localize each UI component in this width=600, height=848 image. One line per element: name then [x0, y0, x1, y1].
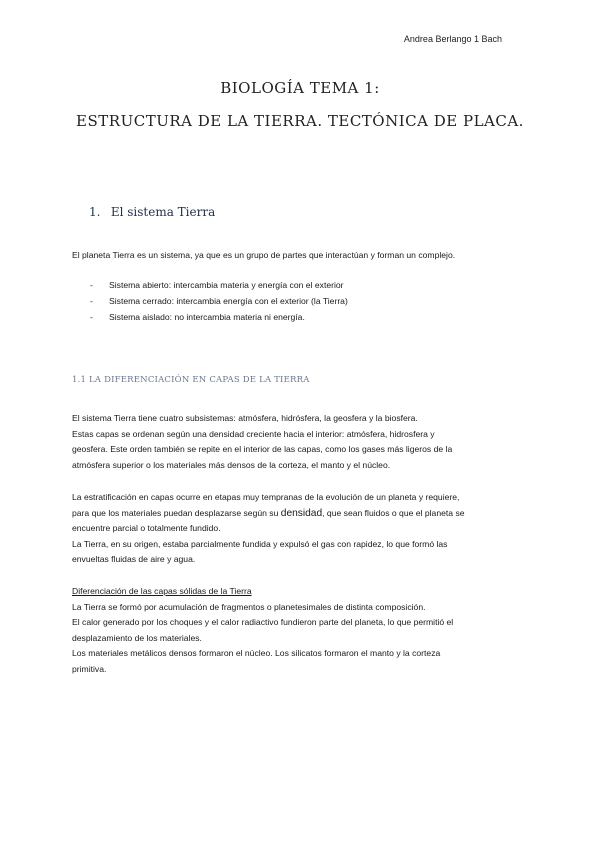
paragraph-line: El sistema Tierra tiene cuatro subsistemas: atmósfera, hidrósfera, la geosfera y la biosfera. [72, 413, 418, 423]
intro-paragraph: El planeta Tierra es un sistema, ya que es un grupo de partes que interactúan y forman un complejo. [72, 250, 456, 260]
subsection-heading: 1.1 LA DIFERENCIACIÓN EN CAPAS DE LA TIERRA [72, 375, 310, 385]
text-run: para que los materiales puedan desplazarse según su [72, 507, 281, 518]
paragraph-line: desplazamiento de los materiales. [72, 632, 202, 643]
list-bullet: - [90, 312, 93, 322]
document-title-line1: BIOLOGÍA TEMA 1: [220, 79, 380, 97]
paragraph-line: Los materiales metálicos densos formaron el núcleo. Los silicatos formaron el manto y la corteza [72, 648, 441, 658]
section-title: El sistema Tierra [110, 205, 216, 219]
paragraph-line: El calor generado por los choques y el calor radiactivo fundieron parte del planeta, lo que permitió el [72, 617, 454, 627]
paragraph-line: La estratificación en capas ocurre en etapas muy tempranas de la evolución de un planeta y requiere, [72, 492, 460, 502]
paragraph-line: La Tierra se formó por acumulación de fragmentos o planetesimales de distinta composición. [72, 601, 426, 612]
list-item [90, 309, 348, 325]
list-item [90, 293, 348, 309]
section-heading-1 [89, 205, 215, 219]
paragraph-line: primitiva. [72, 663, 107, 674]
list-item-text: Sistema aislado: no intercambia materia ni energía. [109, 312, 305, 322]
systems-list [90, 277, 348, 325]
paragraph-line: envueltas fluidas de aire y agua. [72, 554, 196, 564]
text-run-densidad: densidad [280, 507, 323, 519]
paragraph-line: Estas capas se ordenan según una densidad creciente hacia el interior: atmósfera, hidrosfera y [72, 428, 435, 439]
section-number: 1. [89, 205, 101, 219]
list-item-text: Sistema cerrado: intercambia energía con el exterior (la Tierra) [109, 296, 348, 306]
document-title-line2: ESTRUCTURA DE LA TIERRA. TECTÓNICA DE PLACA. [76, 112, 524, 130]
paragraph-line: La Tierra, en su origen, estaba parcialmente fundida y expulsó el gas con rapidez, lo que formó las [72, 538, 448, 549]
paragraph-heading-underlined: Diferenciación de las capas sólidas de la Tierra [72, 586, 252, 596]
paragraph-subsystems [72, 411, 532, 473]
paragraph-line: geosfera. Este orden también se repite en el interior de las capas, como los gases más ligeros de la [72, 444, 453, 454]
header-author: Andrea Berlango 1 Bach [403, 34, 502, 44]
list-bullet: - [90, 296, 93, 306]
paragraph-stratification [72, 490, 532, 568]
list-item [90, 277, 348, 293]
paragraph-line [72, 506, 532, 522]
text-run: , que sean fluidos o que el planeta se [322, 507, 465, 518]
paragraph-solid-layers [72, 584, 532, 677]
list-item-text: Sistema abierto: intercambia materia y energía con el exterior [109, 280, 344, 290]
paragraph-line: encuentre parcial o totalmente fundido. [72, 523, 221, 533]
list-bullet: - [90, 280, 93, 290]
paragraph-line: atmósfera superior o los materiales más densos de la corteza, el manto y el núcleo. [72, 459, 391, 470]
